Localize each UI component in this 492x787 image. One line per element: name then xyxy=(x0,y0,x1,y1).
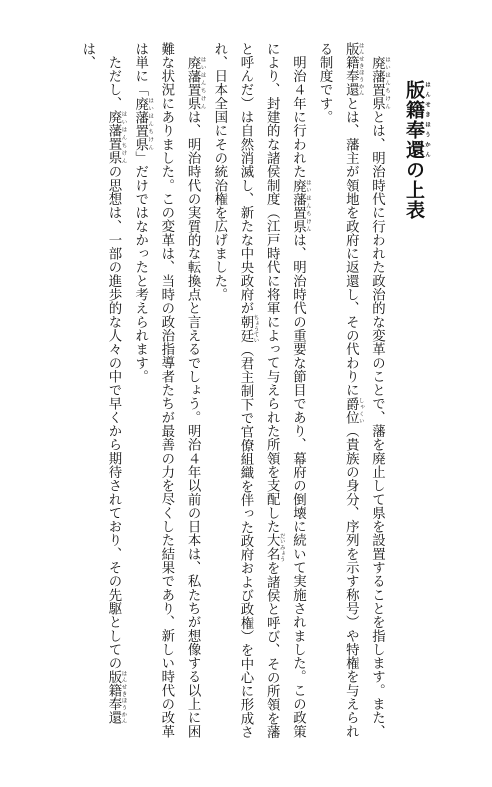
text-run xyxy=(370,42,385,56)
ruby-reading: はいはんちけん xyxy=(147,96,154,152)
ruby-reading: はいはんちけん xyxy=(199,55,206,111)
ruby-reading: はんせきほうかん xyxy=(357,42,364,97)
ruby-base: 廃藩置県 xyxy=(290,178,306,234)
ruby-base: 版籍奉還 xyxy=(343,42,359,97)
ruby-reading: はいはんちけん xyxy=(304,178,311,234)
title-ruby xyxy=(403,80,430,160)
text-run: とは、明治時代に行われた政治的な変革のことで、藩を廃止して県を設置することを指します。また、 xyxy=(369,110,385,739)
ruby-annotation xyxy=(343,42,364,97)
ruby-annotation xyxy=(185,55,206,111)
page-title xyxy=(404,80,430,220)
ruby-annotation xyxy=(343,396,364,425)
ruby-reading: はんせきほうかん xyxy=(120,669,127,725)
ruby-annotation xyxy=(105,669,127,725)
ruby-base: 大名 xyxy=(264,533,280,562)
ruby-annotation xyxy=(237,314,259,344)
title-ruby-base: 版籍奉還 xyxy=(403,80,425,160)
title-ruby-reading: はんせきほうかん xyxy=(424,80,430,160)
ruby-reading: はいはんちけん xyxy=(384,55,390,111)
text-run: は、明治時代の重要な節目であり、幕府の倒壊に続いて実施されました。この政策により、封建的な諸侯制度（江戸時代に将軍によって与えられた所領を支配した xyxy=(264,42,306,739)
ruby-reading: だいみょう xyxy=(278,533,285,562)
ruby-base: 朝廷 xyxy=(237,314,253,344)
paragraph xyxy=(206,42,311,742)
ruby-annotation xyxy=(105,110,127,165)
ruby-base: 版籍奉還 xyxy=(105,669,121,725)
ruby-base: 廃藩置県 xyxy=(132,96,148,152)
text-run: 」だけではなかったと考えられます。 xyxy=(132,151,148,384)
ruby-annotation xyxy=(132,96,154,152)
ruby-annotation xyxy=(369,55,390,111)
ruby-reading: ちょうてい xyxy=(252,314,259,344)
ruby-reading: しゃくい xyxy=(357,396,364,425)
text-run: （貴族の身分、序列を示す称号）や特権を与えられる制度です。 xyxy=(317,42,359,739)
ruby-base: 廃藩置県 xyxy=(185,55,201,111)
ruby-base: 廃藩置県 xyxy=(369,55,385,111)
paragraph xyxy=(74,42,127,742)
text-run: とは、藩主が領地を政府に返還し、その代わりに xyxy=(343,96,359,397)
ruby-base: 爵位 xyxy=(343,396,359,425)
text-run xyxy=(185,42,200,56)
ruby-annotation xyxy=(264,533,285,562)
ruby-annotation xyxy=(290,178,311,234)
title-suffix: の上表 xyxy=(403,160,425,220)
text-run: は、明治時代の実質的な転換点と言えるでしょう。明治４年以前の日本は、私たちが想像する以上に困難な状況にありました。この変革は、当時の政治指導者たちが最善の力を尽くした結果であり、新しい時代の改革は単に「 xyxy=(132,42,201,739)
text-run: ただし、 xyxy=(105,42,121,111)
ruby-reading: はいはんちけん xyxy=(120,110,127,165)
text-run: を諸侯と呼び、その所領を藩と呼んだ）は自然消滅し、新たな中央政府が xyxy=(237,42,280,739)
body-text xyxy=(74,42,390,742)
text-run: の思想は、一部の進歩的な人々の中で早くから期待されており、その先駆としての xyxy=(105,164,121,670)
paragraph xyxy=(126,42,205,742)
paragraph xyxy=(311,42,390,742)
ruby-base: 廃藩置県 xyxy=(105,110,121,165)
text-run: 明治４年に行われた xyxy=(290,42,306,179)
text-run: （君主制下で官僚組織を伴った政府および政権）を中心に形成され、日本全国にその統治権を広げました。 xyxy=(211,42,253,739)
text-run: は、 xyxy=(79,42,95,70)
